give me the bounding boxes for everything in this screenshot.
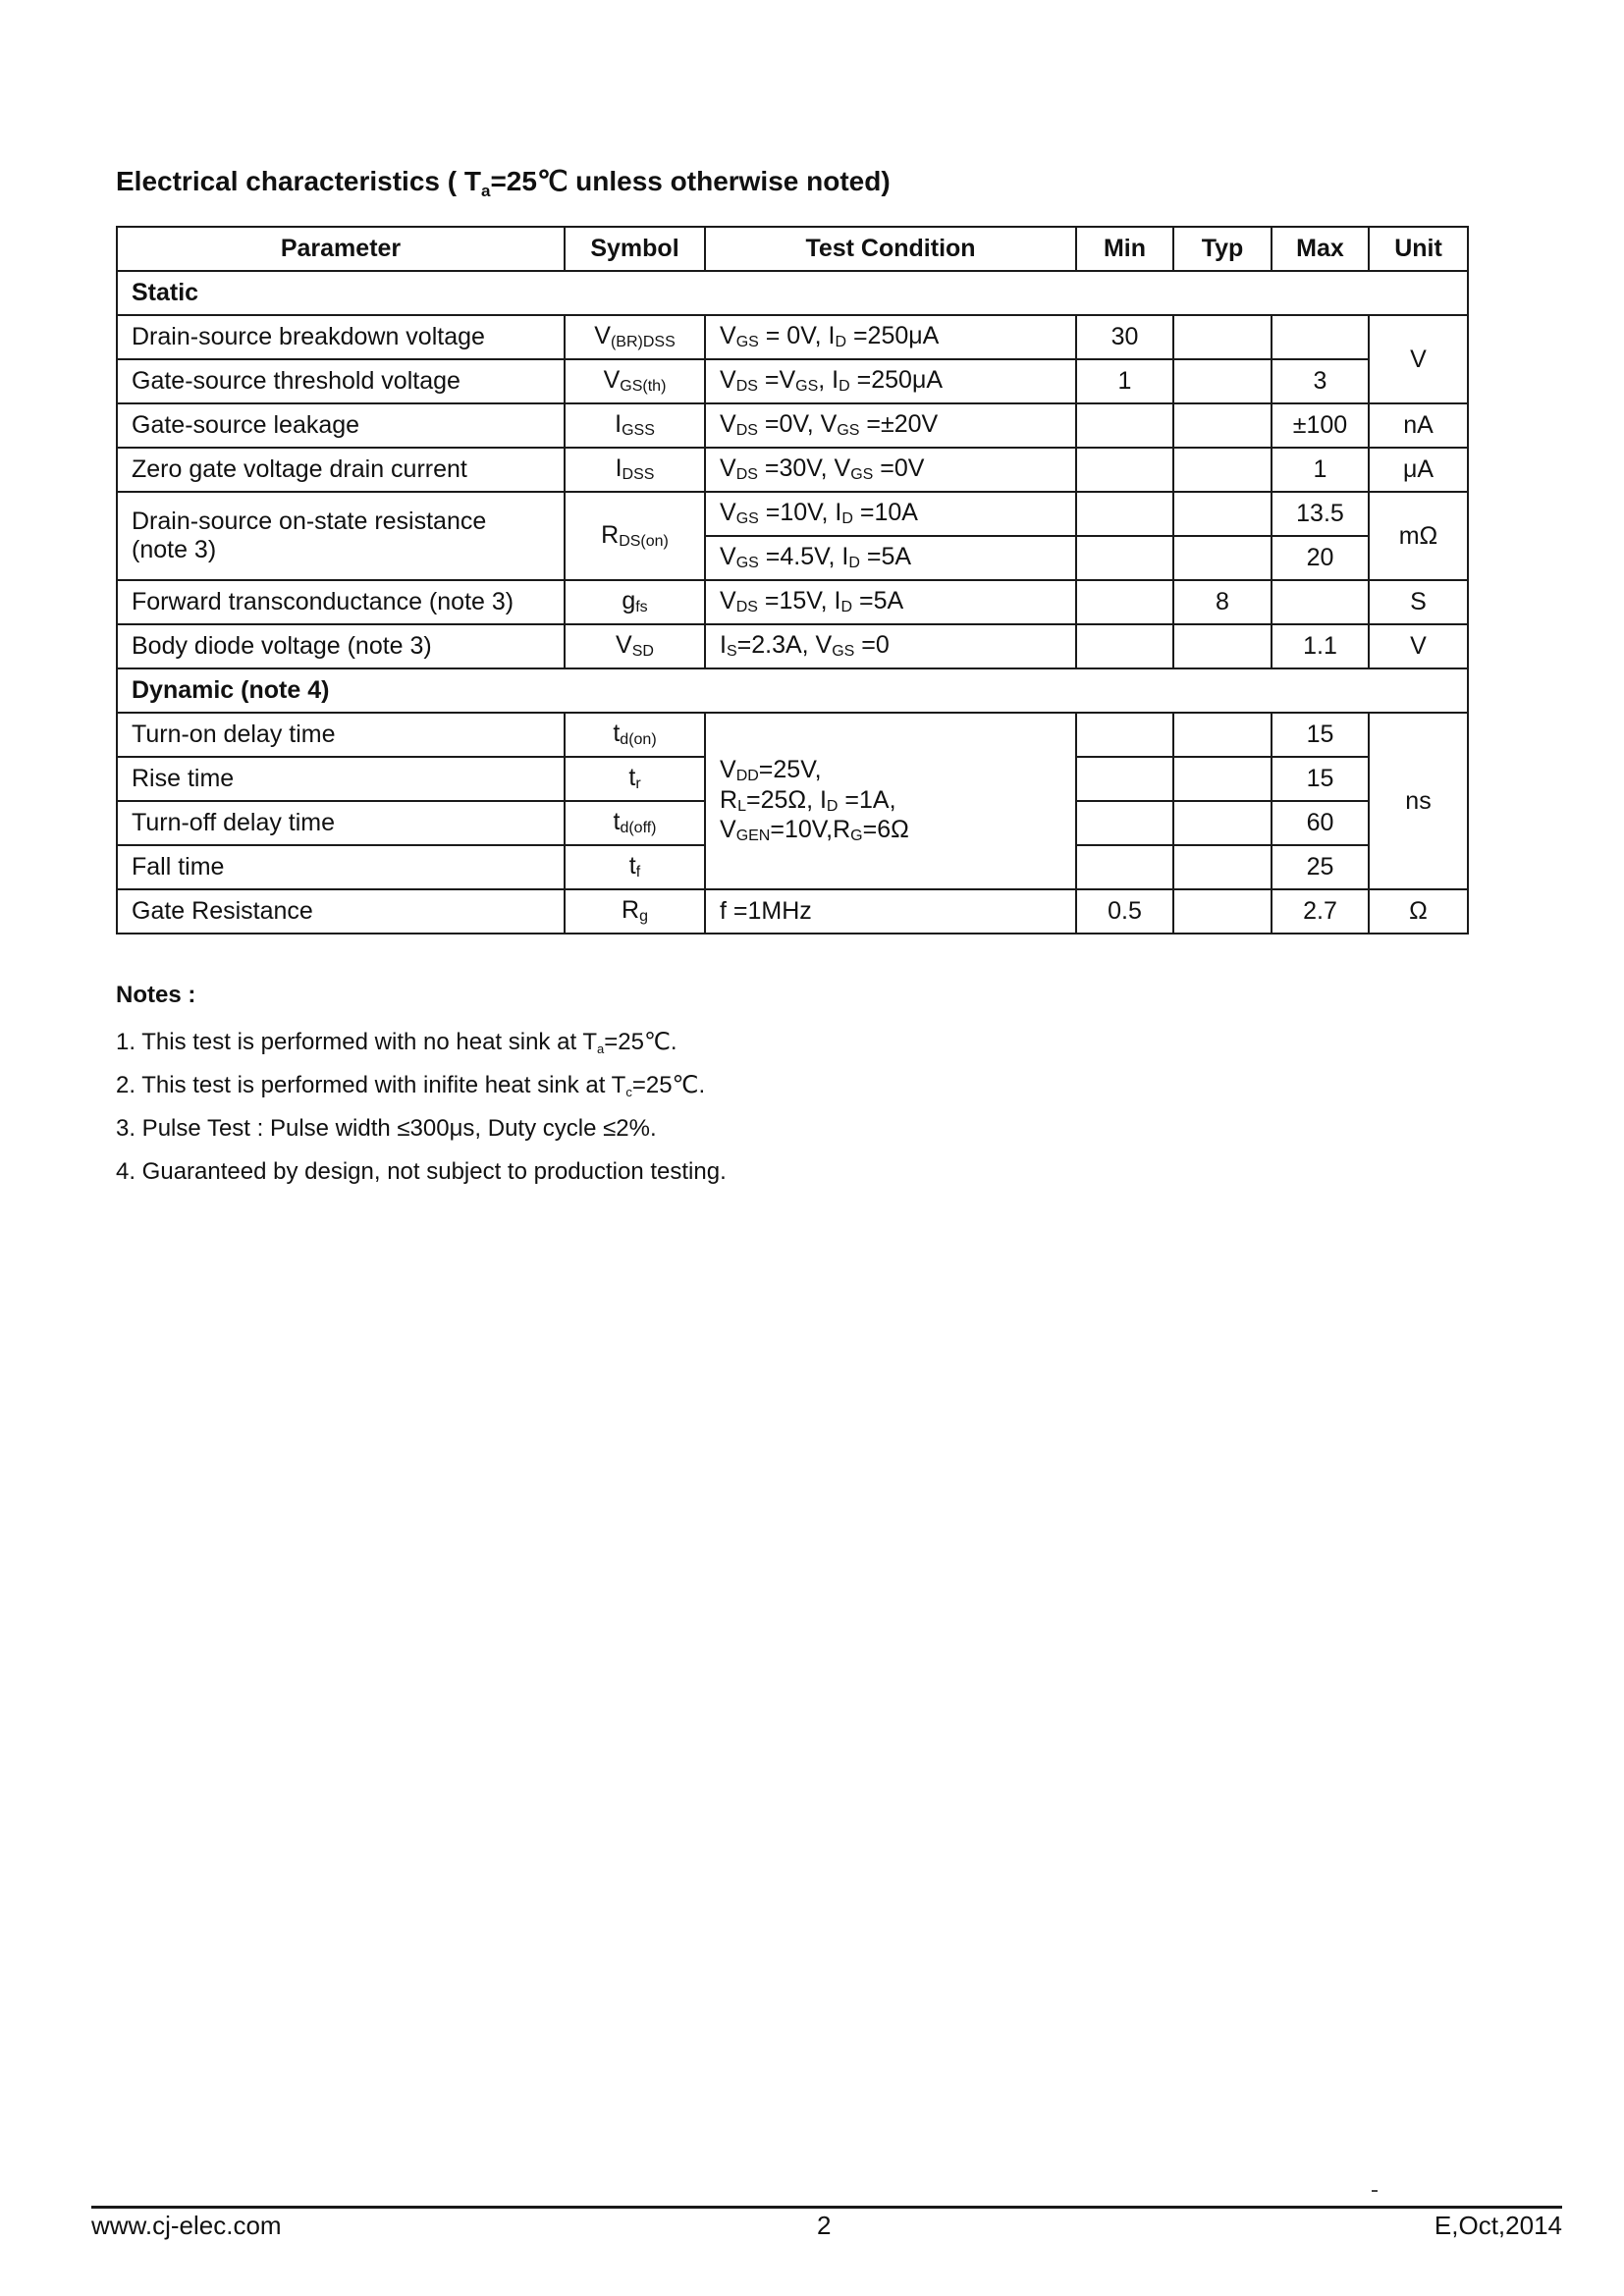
unit-cell: nA	[1369, 403, 1468, 448]
max-cell: ±100	[1272, 403, 1369, 448]
footer-mark	[1372, 2190, 1378, 2192]
min-cell: 30	[1076, 315, 1173, 359]
unit-cell: μA	[1369, 448, 1468, 492]
typ-cell	[1173, 845, 1272, 889]
table-row	[117, 359, 1468, 403]
table-header-row	[117, 227, 1468, 271]
min-cell	[1076, 801, 1173, 845]
symbol-cell: IDSS	[565, 448, 705, 492]
param-cell: Gate Resistance	[117, 889, 565, 934]
param-cell: Rise time	[117, 757, 565, 801]
condition-cell: VDS =15V, ID =5A	[705, 580, 1076, 624]
symbol-cell: RDS(on)	[565, 492, 705, 580]
typ-cell	[1173, 801, 1272, 845]
footer-divider	[91, 2206, 1562, 2209]
max-cell: 20	[1272, 536, 1369, 580]
header-parameter: Parameter	[117, 227, 565, 271]
symbol-cell: VSD	[565, 624, 705, 668]
note-1: 1. This test is performed with no heat sink at $T_a=25℃$.	[116, 1029, 677, 1056]
section-dynamic: Dynamic (note 4)	[117, 668, 1468, 713]
min-cell	[1076, 757, 1173, 801]
max-cell: 15	[1272, 757, 1369, 801]
min-cell	[1076, 624, 1173, 668]
symbol-cell: IGSS	[565, 403, 705, 448]
header-test-condition: Test Condition	[705, 227, 1076, 271]
note-3: 3. Pulse Test : Pulse width ≤300μs, Duty cycle ≤2%.	[116, 1115, 657, 1142]
condition-cell: IS=2.3A, VGS =0	[705, 624, 1076, 668]
condition-cell: VGS = 0V, ID =250μA	[705, 315, 1076, 359]
min-cell	[1076, 448, 1173, 492]
symbol-cell: V(BR)DSS	[565, 315, 705, 359]
condition-cell: VDS =VGS, ID =250μA	[705, 359, 1076, 403]
switching-condition-cell: VDD=25V, RL=25Ω, ID =1A, VGEN=10V,RG=6Ω	[705, 713, 1076, 889]
param-cell: Drain-source breakdown voltage	[117, 315, 565, 359]
min-cell	[1076, 403, 1173, 448]
symbol-cell: td(off)	[565, 801, 705, 845]
max-cell	[1272, 315, 1369, 359]
condition-cell: VDS =30V, VGS =0V	[705, 448, 1076, 492]
unit-cell: ns	[1369, 713, 1468, 889]
table-row	[117, 492, 1468, 536]
typ-cell	[1173, 403, 1272, 448]
max-cell: 25	[1272, 845, 1369, 889]
param-cell: Drain-source on-state resistance (note 3)	[117, 492, 565, 580]
header-typ: Typ	[1173, 227, 1272, 271]
note-4: 4. Guaranteed by design, not subject to production testing.	[116, 1158, 727, 1185]
min-cell	[1076, 713, 1173, 757]
symbol-cell: Rg	[565, 889, 705, 934]
max-cell: 15	[1272, 713, 1369, 757]
table-row	[117, 713, 1468, 757]
footer-website[interactable]: www.cj-elec.com	[91, 2211, 282, 2240]
typ-cell	[1173, 889, 1272, 934]
typ-cell	[1173, 448, 1272, 492]
unit-cell: S	[1369, 580, 1468, 624]
param-cell: Body diode voltage (note 3)	[117, 624, 565, 668]
table-row	[117, 448, 1468, 492]
footer-revision: E,Oct,2014	[1434, 2211, 1562, 2240]
unit-cell: V	[1369, 315, 1468, 403]
section-title: Electrical characteristics ( $T_a=25℃$ unless otherwise noted)	[116, 166, 891, 200]
electrical-characteristics-table	[116, 226, 1469, 934]
max-cell: 1	[1272, 448, 1369, 492]
max-cell: 60	[1272, 801, 1369, 845]
param-cell: Fall time	[117, 845, 565, 889]
unit-cell: V	[1369, 624, 1468, 668]
table-row	[117, 624, 1468, 668]
param-cell: Forward transconductance (note 3)	[117, 580, 565, 624]
condition-cell: VGS =10V, ID =10A	[705, 492, 1076, 536]
typ-cell	[1173, 315, 1272, 359]
notes-block	[116, 982, 727, 1194]
header-max: Max	[1272, 227, 1369, 271]
param-cell: Turn-on delay time	[117, 713, 565, 757]
typ-cell	[1173, 757, 1272, 801]
unit-cell: Ω	[1369, 889, 1468, 934]
header-min: Min	[1076, 227, 1173, 271]
table-row	[117, 315, 1468, 359]
header-unit: Unit	[1369, 227, 1468, 271]
param-cell: Gate-source leakage	[117, 403, 565, 448]
max-cell: 3	[1272, 359, 1369, 403]
max-cell: 13.5	[1272, 492, 1369, 536]
header-symbol: Symbol	[565, 227, 705, 271]
typ-cell: 8	[1173, 580, 1272, 624]
symbol-cell: td(on)	[565, 713, 705, 757]
section-static: Static	[117, 271, 1468, 315]
param-cell: Turn-off delay time	[117, 801, 565, 845]
condition-cell: VDS =0V, VGS =±20V	[705, 403, 1076, 448]
max-cell: 1.1	[1272, 624, 1369, 668]
typ-cell	[1173, 624, 1272, 668]
table-row	[117, 580, 1468, 624]
unit-cell: mΩ	[1369, 492, 1468, 580]
symbol-cell: gfs	[565, 580, 705, 624]
min-cell: 0.5	[1076, 889, 1173, 934]
symbol-cell: tr	[565, 757, 705, 801]
table-row	[117, 403, 1468, 448]
condition-cell: f =1MHz	[705, 889, 1076, 934]
footer-page-number: 2	[817, 2211, 832, 2240]
min-cell	[1076, 536, 1173, 580]
table-row	[117, 889, 1468, 934]
typ-cell	[1173, 713, 1272, 757]
min-cell	[1076, 845, 1173, 889]
symbol-cell: tf	[565, 845, 705, 889]
notes-heading: Notes :	[116, 982, 196, 1008]
param-cell: Gate-source threshold voltage	[117, 359, 565, 403]
typ-cell	[1173, 536, 1272, 580]
min-cell: 1	[1076, 359, 1173, 403]
typ-cell	[1173, 492, 1272, 536]
max-cell	[1272, 580, 1369, 624]
symbol-cell: VGS(th)	[565, 359, 705, 403]
min-cell	[1076, 580, 1173, 624]
condition-cell: VGS =4.5V, ID =5A	[705, 536, 1076, 580]
param-cell: Zero gate voltage drain current	[117, 448, 565, 492]
min-cell	[1076, 492, 1173, 536]
typ-cell	[1173, 359, 1272, 403]
max-cell: 2.7	[1272, 889, 1369, 934]
note-2: 2. This test is performed with inifite heat sink at $T_c=25℃$.	[116, 1072, 706, 1099]
